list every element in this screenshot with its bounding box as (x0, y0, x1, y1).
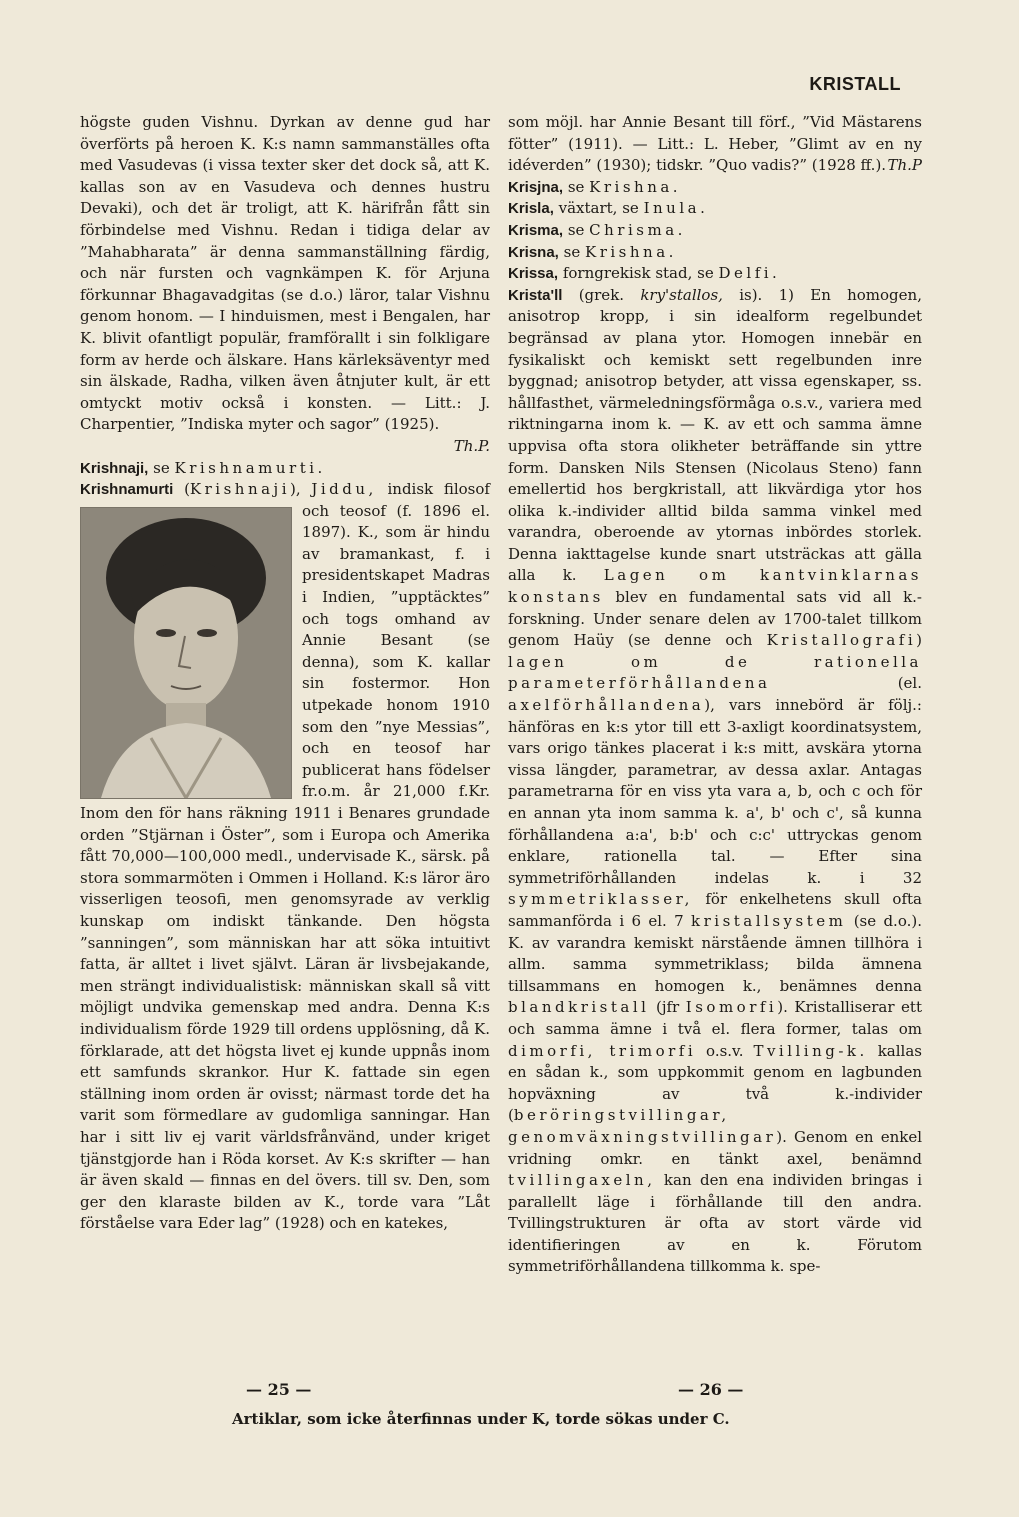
entry-krishnaji (80, 458, 490, 480)
body-text: blev en fundamental sats vid all k.-forskning. Under senare delen av 1700-talet tillkom genom Haüy (se denne och (508, 588, 922, 650)
headword: Krisla, (508, 200, 554, 218)
cross-reference-link[interactable]: Krishna. (589, 177, 682, 196)
body-text: ). Genom en enkel vridning omkr. en tänkt axel, benämnd (508, 1127, 922, 1168)
see-label: se (567, 177, 585, 196)
paren-close: ), (290, 480, 301, 499)
headword: Krissa, (508, 265, 559, 283)
body-text: ), vars innebörd är följ.: hänföras en k:s ytor till ett 3-axligt koordinatsystem, vars origo tänkes placerat i k:s mitt, avskära ytorna vissa längder, parametrar, av dessa axlar. Antagas parametrarna för en viss yta vara a, b, och c och för en annan yta inom samma k. a', b' och c', så kunna förhållandena a:a', b:b' och c:c' uttryckas genom enklare, rationella tal. — Efter sina symmetriförhållanden indelas k. i 32 (508, 696, 922, 887)
definition: forngrekisk stad, se (562, 264, 714, 283)
headword: Krishnamurti (80, 481, 174, 499)
entry-krisna (508, 242, 922, 264)
headword: Krisma, (508, 221, 564, 239)
spaced-term: beröringstvillingar, genomväxningstvillingar (508, 1106, 777, 1146)
page-number-left: — 25 — (246, 1380, 312, 1399)
spaced-term: Lagen om kantvinklarnas konstans (508, 566, 922, 607)
running-header: KRISTALL (809, 74, 901, 94)
portrait-photo (80, 507, 290, 797)
body-text: (se d.o.). K. av varandra kemiskt närstående ämnen tillhöra i allm. samma symmetriklass; bilda ämnena tillsammans en homogen k., benämnes denna (508, 911, 922, 995)
spaced-term: tvillingaxeln, (508, 1171, 656, 1190)
entry-krisjna (508, 177, 922, 199)
cross-reference-link[interactable]: Delfi. (718, 264, 781, 283)
see-label: se (567, 220, 585, 239)
entry-krisma (508, 220, 922, 242)
body-text: is). 1) En homogen, anisotrop kropp, i sin idealform regelbundet begränsad av plana ytor. Homogen innebär en fysikaliskt och kemiskt sett regelbunden inre byggnad; anisotrop betyder, att vissa egenskaper, ss. hållfasthet, värmeledningsförmåga o.s.v., variera med riktningarna inom k. — K. av ett och samma ämne uppvisa ofta stora olikheter beträffande sin yttre form. Dansken Nils Stensen (Nicolaus Steno) fann emellertid hos bergkristall, att likvärdiga ytor hos olika k.-individer alltid bilda samma vinkel med varandra, oberoende av ytornas inbördes storlek. Denna iakttagelse kunde snart utsträckas att gälla alla k. (508, 285, 922, 585)
spaced-term: symmetriklasser, (508, 890, 693, 909)
body-text: (el. (897, 674, 922, 693)
paren-open: ( (184, 480, 190, 499)
spaced-term: blandkristall (508, 998, 650, 1017)
body-text: ). Kristalliserar ett och samma ämne i två el. flera former, talas om (508, 998, 922, 1038)
author-signature: Th.P. (453, 436, 490, 455)
body-text: (jfr (656, 998, 680, 1017)
cross-reference-link[interactable]: Krishnamurti. (174, 458, 326, 477)
cross-reference-link[interactable]: Krishnaji (189, 480, 291, 499)
entry-kristall (508, 285, 922, 1278)
left-column (80, 112, 490, 1235)
page-number-right: — 26 — (678, 1380, 744, 1399)
cross-reference-link[interactable]: kristallsystem (691, 911, 847, 930)
etymology: (grek. (578, 285, 625, 304)
headword: Krisna, (508, 243, 559, 261)
spaced-term: dimorfi, trimorfi (508, 1041, 697, 1060)
krishnamurti-text: indisk filosof och teosof (f. 1896 el. 1897). K., som är hindu av bramankast, f. i presidentskapet Madras i Indien, ”upptäcktes” och togs omhand av Annie Besant (se denna), som K. kallar sin fostermor. Hon utpekade honom 1910 som den ”nye Messias”, och en teosof har publicerat hans födelser fr.o.m. år 21,000 f.Kr. Inom den för hans räkning 1911 i Benares grundade orden ”Stjärnan i Öster”, som i Europa och Amerika fått 70,000—100,000 medl., undervisade K., särsk. på stora sommarmöten i Ommen i Holland. K:s läror äro visserligen teosofi, men genomsyrade av verklig kunskap om indiskt tänkande. Den högsta ”sanningen”, som människan har att söka intuitivt fatta, är alltet i livet självt. Läran är livsbejakande, men strängt individualistisk: människan skall så vitt möjligt undvika gemenskap med andra. Denna K:s individualism förde 1929 till ordens upplösning, då K. förklarade, att det högsta livet ej kunde uppnås inom ett samfunds skrankor. Hur K. fattade sin egen ställning inom orden är ovisst; närmast torde det ha varit som förmedlare av gudomliga sanningar. Han har i sitt liv ej varit världsfrånvänd, under kriget tjänstgjorde han i Röda korset. Av K:s skrifter — han är även skald — finnas en del övers. till sv. Den, som ger den klaraste bilden av K., torde vara ”Låt förståelse vara Eder lag” (1928) och en katekes, (80, 480, 490, 1233)
name-spaced: Jiddu, (311, 480, 377, 499)
cross-reference-link[interactable]: Krishna. (585, 242, 677, 261)
spaced-term: lagen om de rationella parameterförhållandena (508, 652, 922, 693)
krishna-continuation (80, 112, 490, 458)
portrait-drawing (81, 508, 291, 798)
cross-reference-link[interactable]: Chrisma. (589, 220, 686, 239)
entry-krishnamurti (80, 479, 490, 1235)
see-label: se (563, 242, 581, 261)
see-label: se (153, 458, 170, 477)
headword: Krisjna, (508, 178, 564, 196)
greek-term: kry'stallos, (640, 285, 723, 304)
entry-krisla (508, 198, 922, 220)
body-text: o.s.v. (706, 1041, 744, 1060)
body-text: ) (916, 631, 922, 650)
headword: Krista'll (508, 286, 563, 304)
entry-krissa (508, 263, 922, 285)
definition: växtart, se (558, 199, 639, 218)
krishna-text: högste guden Vishnu. Dyrkan av denne gud har överförts på heroen K. K:s namn sammanställes ofta med Vasudevas (i vissa texter sker det dock så, att K. kallas son av en Vasudeva och dennes hustru Devaki), och det är troligt, att K. härifrån fått sin förbindelse med Vishnu. Redan i tidiga delar av ”Mahabharata” är denna sammanställning färdig, och när fursten och vagnkämpen K. för Arjuna förkunnar Bhagavadgitas (se d.o.) läror, talar Vishnu genom honom. — I hinduismen, mest i Bengalen, har K. blivit ofantligt populär, framförallt i sin folkligare form av herde och älskare. Hans kärleksäventyr med sin älskade, Radha, vilken även åtnjuter kult, är ett omtyckt motiv också i konsten. — Litt.: J. Charpentier, ”Indiska myter och sagor” (1925). (80, 113, 490, 434)
cross-reference-link[interactable]: Isomorfi (685, 998, 778, 1017)
headword: Krishnaji, (80, 459, 149, 477)
body-text: kan den ena individen bringas i parallellt läge i förhållande till den andra. Tvillingstrukturen är ofta av stort värde vid identifieringen av en k. Förutom symmetriförhållandena tillkomma k. spe- (508, 1171, 922, 1276)
cross-reference-link[interactable]: Kristallografi (766, 631, 917, 650)
portrait-image (80, 507, 292, 799)
body-text: kallas en sådan k., som uppkommit genom en lagbunden hopväxning av två k.-individer ( (508, 1041, 922, 1125)
body-text: för enkelhetens skull ofta sammanförda i 6 el. 7 (508, 890, 922, 930)
spaced-term: Tvilling-k. (753, 1041, 868, 1060)
footer-note: Artiklar, som icke återfinnas under K, torde sökas under C. (232, 1410, 730, 1428)
continuation-text: som möjl. har Annie Besant till förf., ”Vid Mästarens fötter” (1911). — Litt.: L. Heber, ”Glimt av en ny idéverden” (1930); tidskr. ”Quo vadis?” (1928 ff.). (508, 113, 922, 175)
krishnamurti-continuation (508, 112, 922, 177)
right-column (508, 112, 922, 1278)
author-signature: Th.P (887, 156, 922, 175)
cross-reference-link[interactable]: Inula. (643, 199, 709, 218)
spaced-term: axelförhållandena (508, 696, 705, 715)
